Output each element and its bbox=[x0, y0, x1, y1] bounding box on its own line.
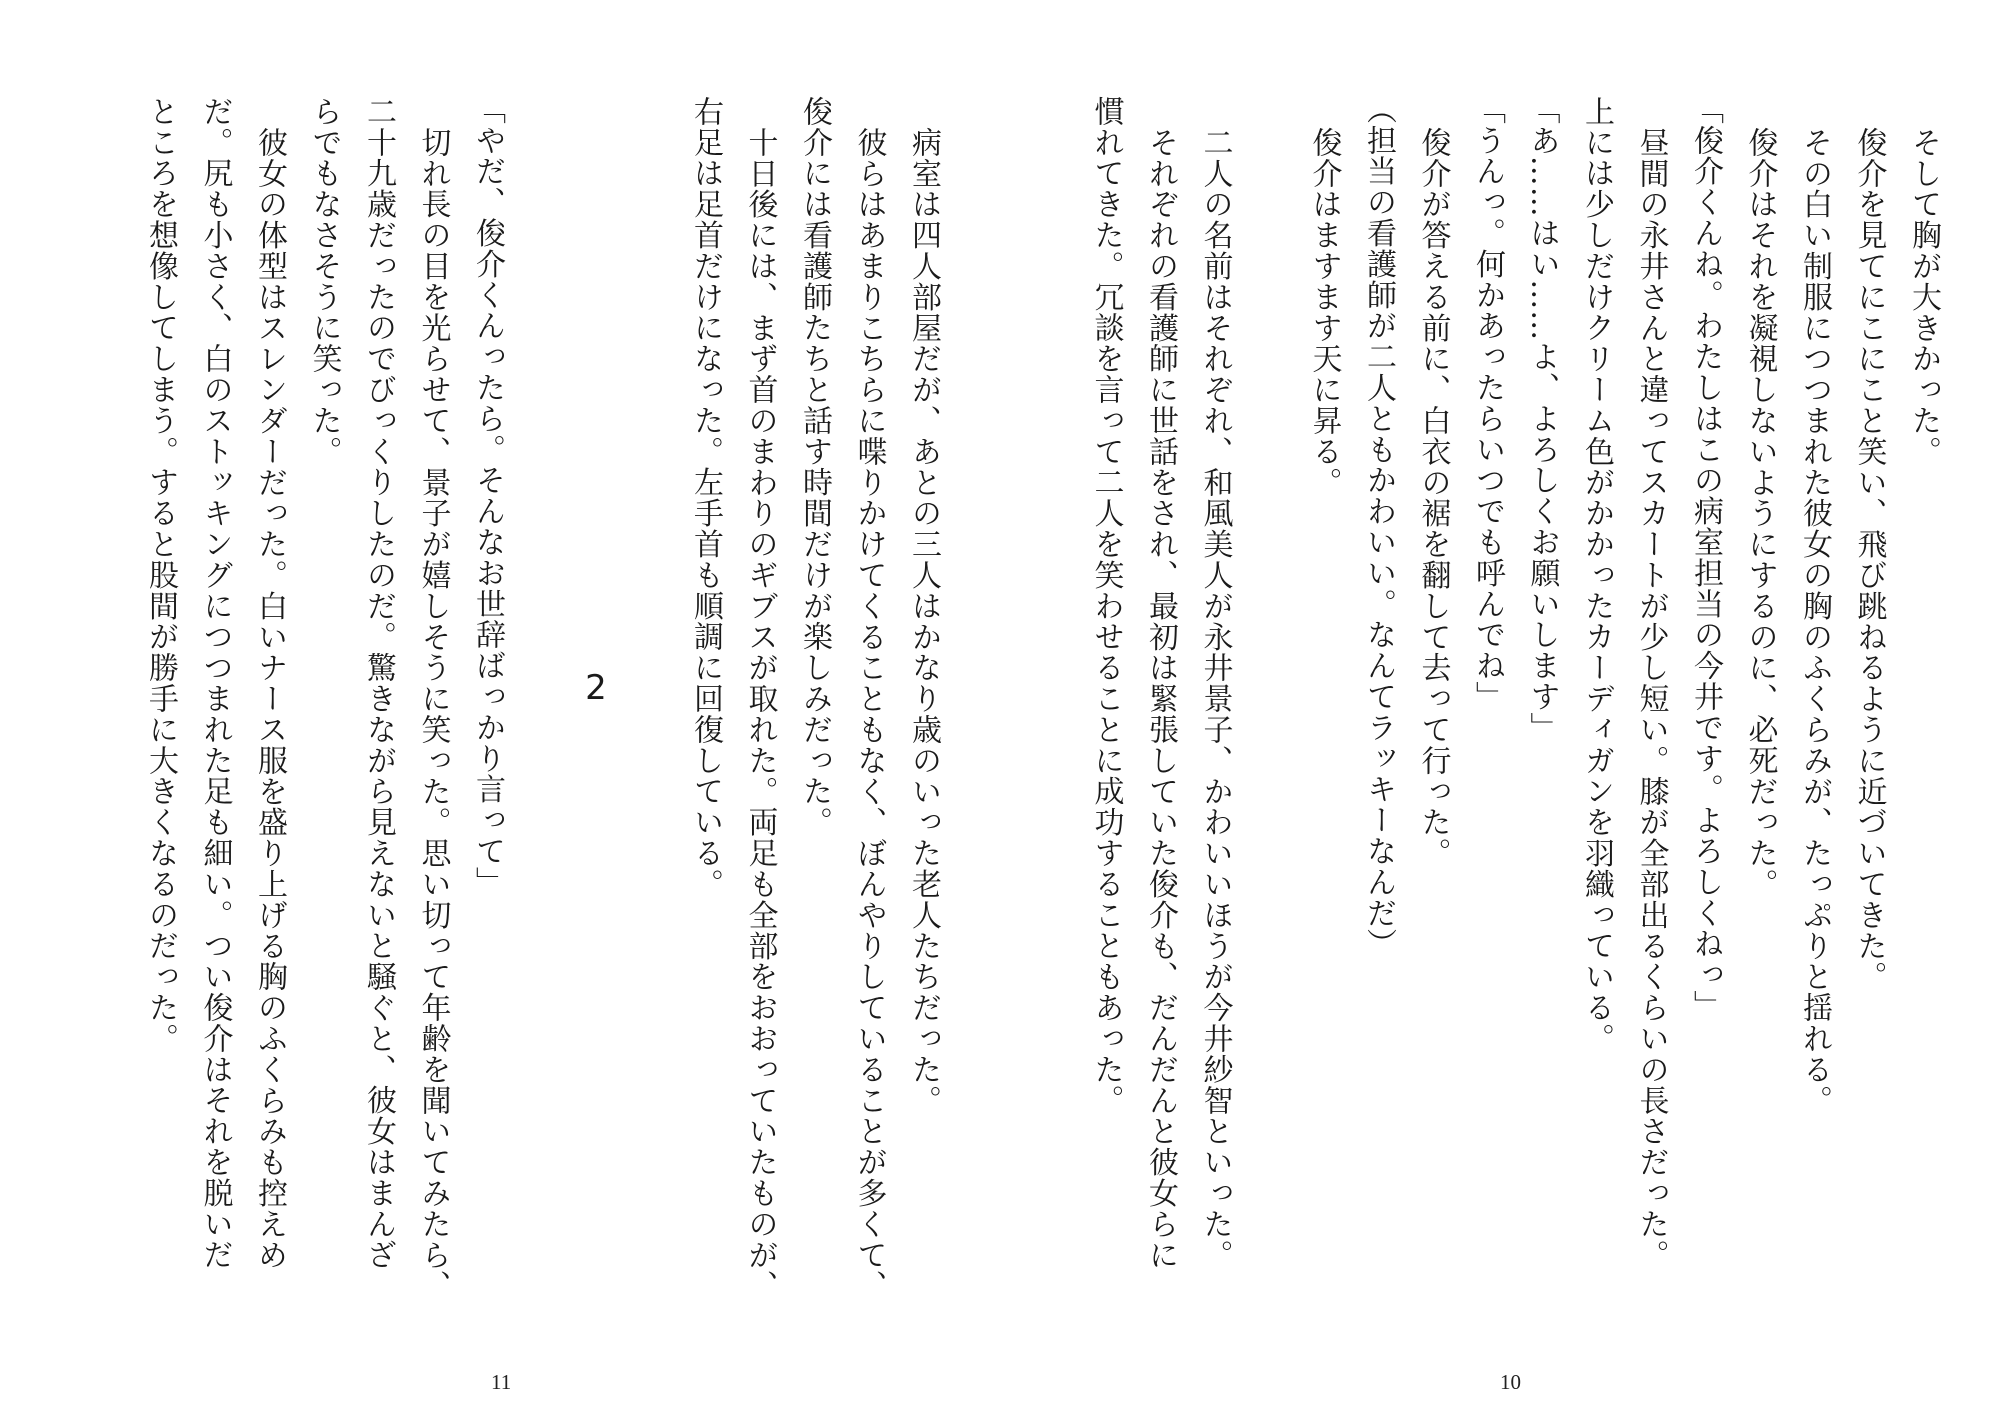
text-line: 彼女の体型はスレンダーだった。白いナース服を盛り上げる胸のふくらみも控えめ bbox=[252, 127, 287, 1271]
text-line: 病室は四人部屋だが、あとの三人はかなり歳のいった老人たちだった。 bbox=[906, 127, 941, 1116]
dialogue-line: 「俊介くんね。わたしはこの病室担当の今井です。よろしくねっ」 bbox=[1688, 94, 1723, 1021]
page-number-left: 11 bbox=[491, 1370, 512, 1394]
text-line: 上には少しだけクリーム色がかかったカーディガンを羽織っている。 bbox=[1579, 96, 1614, 1054]
text-line: 慣れてきた。冗談を言って二人を笑わせることに成功することもあった。 bbox=[1088, 96, 1124, 1116]
text-line: らでもなさそうに笑った。 bbox=[306, 96, 342, 467]
text-line: そして胸が大きかった。 bbox=[1906, 127, 1941, 467]
dialogue-line: 「うんっ。何かあったらいつでも呼んでね」 bbox=[1470, 94, 1505, 712]
text-line: ところを想像してしまう。すると股間が勝手に大きくなるのだった。 bbox=[143, 96, 178, 1054]
text-line: 二十九歳だったのでびっくりしたのだ。驚きながら見えないと騒ぐと、彼女はまんざ bbox=[361, 96, 396, 1271]
blank-line bbox=[1242, 96, 1297, 1356]
text-line: それぞれの看護師に世話をされ、最初は緊張していた俊介も、だんだんと彼女らに bbox=[1143, 127, 1178, 1271]
blank-line bbox=[623, 96, 678, 1356]
text-line: 俊介を見てにこにこと笑い、飛び跳ねるように近づいてきた。 bbox=[1851, 127, 1887, 993]
text-line: 切れ長の目を光らせて、景子が嬉しそうに笑った。思い切って年齢を聞いてみたら、 bbox=[415, 127, 451, 1302]
text-line: だ。尻も小さく、白のストッキングにつつまれた足も細い。つい俊介はそれを脱いだ bbox=[197, 96, 233, 1271]
text-line: その白い制服につつまれた彼女の胸のふくらみが、たっぷりと揺れる。 bbox=[1797, 127, 1832, 1116]
text-line: 右足は足首だけになった。左手首も順調に回復している。 bbox=[688, 96, 723, 900]
text-line: 俊介が答える前に、白衣の裾を翻して去って行った。 bbox=[1415, 127, 1451, 869]
text-line: 二人の名前はそれぞれ、和風美人が永井景子、かわいいほうが今井紗智といった。 bbox=[1197, 127, 1233, 1271]
left-page-text bbox=[133, 96, 951, 1356]
page-number-right: 10 bbox=[1500, 1370, 1521, 1394]
text-line: 昼間の永井さんと違ってスカートが少し短い。膝が全部出るくらいの長さだった。 bbox=[1633, 127, 1669, 1271]
text-line: 彼らはあまりこちらに喋りかけてくることもなく、ぼんやりしていることが多くて、 bbox=[851, 127, 887, 1302]
chapter-number: 2 bbox=[576, 668, 616, 708]
dialogue-line: 「あ……はい……よ、よろしくお願いします」 bbox=[1524, 94, 1560, 743]
text-line: 俊介はそれを凝視しないようにするのに、必死だった。 bbox=[1742, 127, 1778, 900]
text-line: 俊介には看護師たちと話す時間だけが楽しみだった。 bbox=[797, 96, 832, 838]
dialogue-line: 「やだ、俊介くんったら。そんなお世辞ばっかり言って」 bbox=[470, 94, 505, 898]
text-line: 俊介はますます天に昇る。 bbox=[1306, 127, 1342, 498]
thought-line: （担当の看護師が二人ともかわいい。なんてラッキーなんだ） bbox=[1361, 94, 1396, 960]
blank-line bbox=[514, 96, 569, 1356]
right-page-text bbox=[1078, 96, 1950, 1356]
text-line: 十日後には、まず首のまわりのギブスが取れた。両足も全部をおおっていたものが、 bbox=[742, 127, 778, 1302]
